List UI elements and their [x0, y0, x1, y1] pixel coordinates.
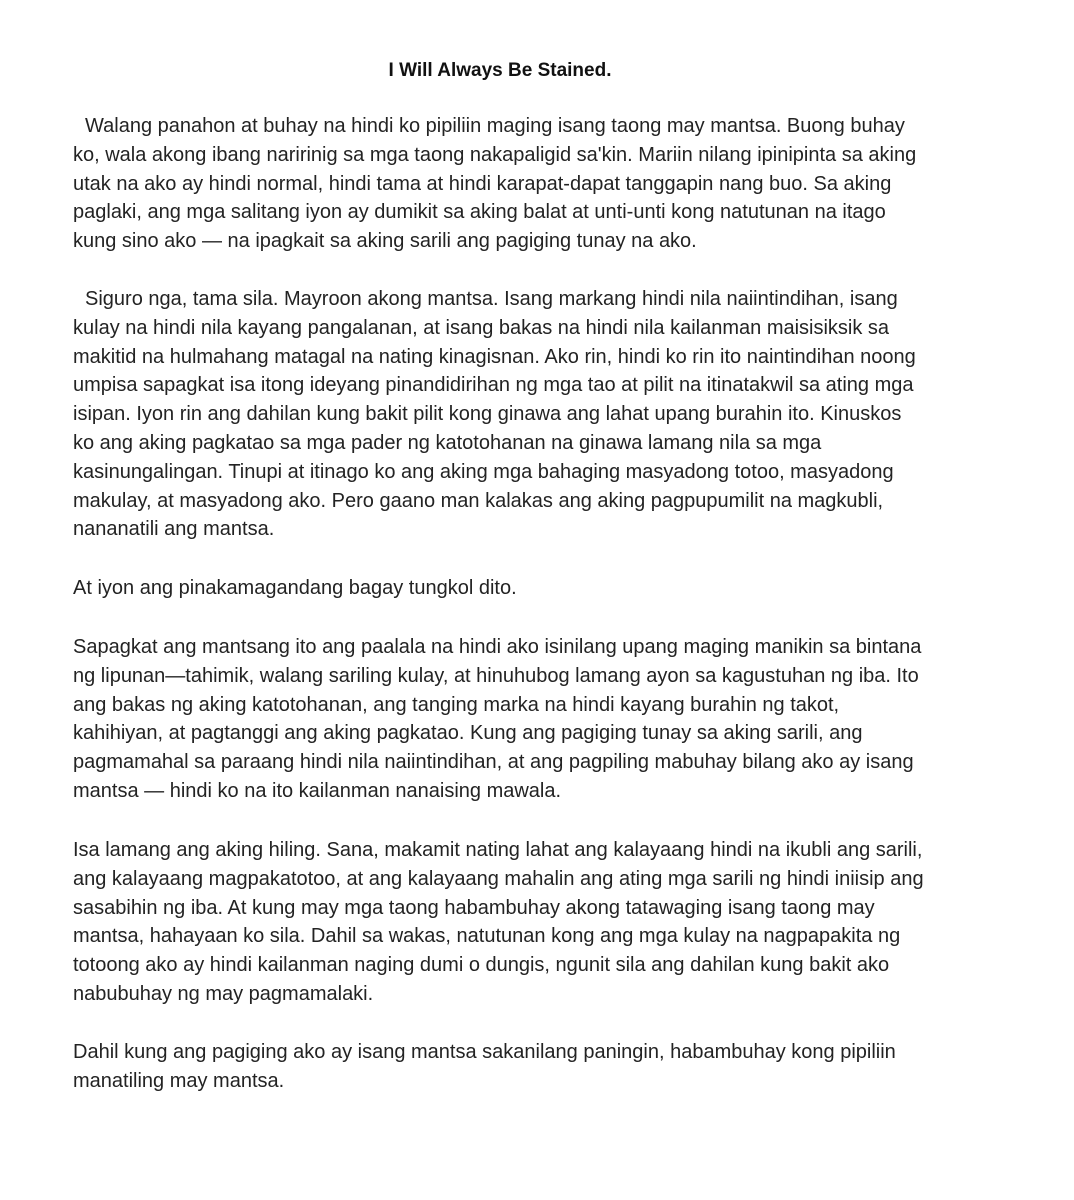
paragraph-line: ng lipunan—tahimik, walang sariling kulay, at hinuhubog lamang ayon sa kagustuhan ng iba. Ito	[73, 664, 919, 687]
paragraph-line: Dahil kung ang pagiging ako ay isang mantsa sakanilang paningin, habambuhay kong pipiliin	[73, 1041, 896, 1063]
paragraph-line: At iyon ang pinakamagandang bagay tungkol dito.	[73, 577, 517, 599]
paragraph-line: ko, wala akong ibang naririnig sa mga taong nakapaligid sa'kin. Mariin nilang ipinipinta sa aking	[73, 143, 917, 166]
paragraph-line: nananatili ang mantsa.	[73, 518, 275, 541]
paragraph-line: makulay, at masyadong ako. Pero gaano man kalakas ang aking pagpupumilit na magkubli,	[73, 489, 884, 512]
paragraph-line: pagmamahal sa paraang hindi nila naiintindihan, at ang pagpiling mabuhay bilang ako ay isang	[73, 751, 914, 774]
paragraph-line: ko ang aking pagkatao sa mga pader ng katotohanan na ginawa lamang nila sa mga	[73, 431, 822, 454]
paragraph-1	[73, 112, 916, 256]
paragraph-line: makitid na hulmahang matagal na nating kinagisnan. Ako rin, hindi ko rin ito naintindihan noong	[73, 345, 916, 368]
paragraph-4	[73, 633, 921, 806]
paragraph-line: sasabihin ng iba. At kung may mga taong habambuhay akong tatawaging isang taong may	[73, 896, 875, 919]
paragraph-line: ang kalayaang magpakatotoo, at ang kalayaang mahalin ang ating mga sarili ng hindi iniisip ang	[73, 867, 924, 890]
paragraph-6	[73, 1038, 896, 1096]
paragraph-line: paglaki, ang mga salitang iyon ay dumikit sa aking balat at unti-unti kong natutunan na itago	[73, 201, 886, 224]
paragraph-line: kasinungalingan. Tinupi at itinago ko ang aking mga bahaging masyadong totoo, masyadong	[73, 460, 894, 483]
paragraph-line: mantsa, hahayaan ko sila. Dahil sa wakas, natutunan kong ang mga kulay na nagpapakita ng	[73, 925, 901, 948]
paragraph-line: mantsa — hindi ko na ito kailanman nanaising mawala.	[73, 779, 562, 802]
paragraph-line: isipan. Iyon rin ang dahilan kung bakit pilit kong ginawa ang lahat upang burahin ito. Kinuskos	[73, 403, 902, 426]
paragraph-2	[73, 285, 916, 544]
paragraph-line: Walang panahon at buhay na hindi ko pipiliin maging isang taong may mantsa. Buong buhay	[85, 115, 905, 137]
paragraph-line: kahihiyan, at pagtanggi ang aking pagkatao. Kung ang pagiging tunay sa aking sarili, ang	[73, 722, 863, 745]
paragraph-line: Siguro nga, tama sila. Mayroon akong mantsa. Isang markang hindi nila naiintindihan, isang	[85, 288, 898, 310]
paragraph-line: Sapagkat ang mantsang ito ang paalala na hindi ako isinilang upang maging manikin sa bintana	[73, 636, 922, 658]
paragraph-line: umpisa sapagkat isa itong ideyang pinandidirihan ng mga tao at pilit na itinatakwil sa ating mga	[73, 374, 914, 397]
paragraph-line: kulay na hindi nila kayang pangalanan, at isang bakas na hindi nila kailanman maisisiksik sa	[73, 316, 890, 339]
paragraph-line: nabubuhay ng may pagmamalaki.	[73, 982, 374, 1005]
paragraph-line: manatiling may mantsa.	[73, 1069, 285, 1092]
paragraph-line: ang bakas ng aking katotohanan, ang tanging marka na hindi kayang burahin ng takot,	[73, 693, 840, 716]
document-title: I Will Always Be Stained.	[388, 60, 612, 81]
paragraph-3	[73, 574, 517, 603]
paragraph-5	[73, 836, 924, 1009]
paragraph-line: kung sino ako — na ipagkait sa aking sarili ang pagiging tunay na ako.	[73, 230, 697, 253]
paragraph-line: totoong ako ay hindi kailanman naging dumi o dungis, ngunit sila ang dahilan kung bakit ako	[73, 954, 890, 977]
paragraph-line: Isa lamang ang aking hiling. Sana, makamit nating lahat ang kalayaang hindi na ikubli ang sarili,	[73, 839, 923, 861]
paragraph-line: utak na ako ay hindi normal, hindi tama at hindi karapat-dapat tanggapin nang buo. Sa aking	[73, 172, 892, 195]
